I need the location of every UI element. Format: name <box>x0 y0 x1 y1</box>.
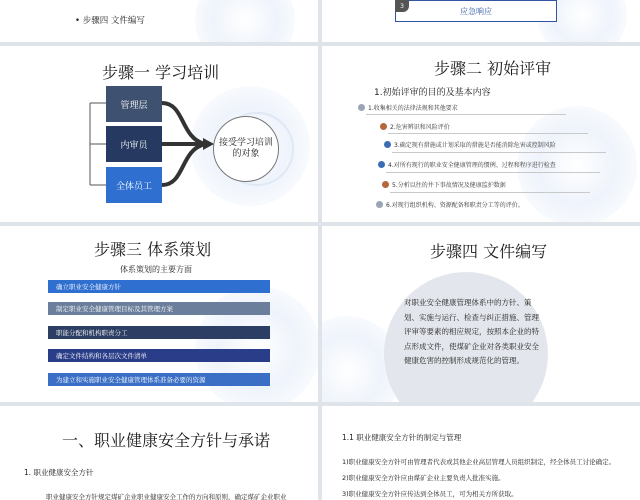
step4-title: 步骤四 文件编写 <box>430 242 548 261</box>
review-item-2: 2.危害辨识和风险评价 <box>380 122 450 131</box>
divider <box>390 192 590 193</box>
step1-title: 步骤一 学习培训 <box>102 63 220 82</box>
bullet-dot-icon <box>376 201 383 208</box>
divider <box>392 152 606 153</box>
slide-step2 <box>322 46 640 222</box>
bullet-dot-icon <box>380 123 387 130</box>
plan-bar-2: 制定职业安全健康管理目标及其管理方案 <box>48 302 270 315</box>
role-box-auditor: 内审员 <box>106 126 162 162</box>
plan-bar-3: 职能分配和机构职责分工 <box>48 326 270 339</box>
response-box <box>395 0 557 22</box>
step2-subtitle: 1.初始评审的目的及基本内容 <box>374 88 491 98</box>
slide-step3 <box>0 226 318 402</box>
divider <box>388 133 588 134</box>
section11-line-3: 3)职业健康安全方针应传达到全体员工，可为相关方所获取。 <box>342 490 518 498</box>
step3-subtitle: 体系策划的主要方面 <box>120 265 192 274</box>
slide-section1 <box>0 406 318 500</box>
role-box-management: 管理层 <box>106 86 162 122</box>
review-item-3: 3.确定现有措施或计划采取的措施是否能消除危害或控制风险 <box>384 140 556 149</box>
section11-line-1: 1)职业健康安全方针可由管理者代表或其他企业高层管理人员组织制定，经全体员工讨论确定。 <box>342 458 616 466</box>
bullet-dot-icon <box>358 104 365 111</box>
plan-bar-5: 为建立和实施职业安全健康管理体系准备必要的资源 <box>48 373 270 386</box>
bullet-dot-icon <box>378 161 385 168</box>
slide-top-left <box>0 0 318 42</box>
bullet-step4: • 步骤四 文件编写 <box>75 16 145 26</box>
step4-body: 对职业安全健康管理体系中的方针、策划、实施与运行、检查与纠正措施、管理评审等要素的相应规定，按照本企业的特点形成文件，使煤矿企业对各类职业安全健康危害的控制形成规范化的管理。 <box>404 298 539 365</box>
training-target-circle: 接受学习培训的对象 <box>213 116 279 182</box>
slide-step1 <box>0 46 318 222</box>
role-box-all-staff: 全体员工 <box>106 167 162 203</box>
response-label: 应急响应 <box>460 7 492 16</box>
plan-bar-4: 确定文件结构和各层次文件清单 <box>48 349 270 362</box>
slide-section11 <box>322 406 640 500</box>
slide-step4 <box>322 226 640 402</box>
slide-top-right <box>322 0 640 42</box>
divider <box>366 114 566 115</box>
decor-circle <box>195 0 295 42</box>
section11-title: 1.1 职业健康安全方针的制定与管理 <box>342 433 462 442</box>
step2-title: 步骤二 初始评审 <box>434 59 552 78</box>
divider <box>386 172 600 173</box>
number-badge: 3 <box>395 0 409 12</box>
bullet-dot-icon <box>384 141 391 148</box>
section1-title: 一、职业健康安全方针与承诺 <box>62 431 271 450</box>
section1-para: 职业健康安全方针规定煤矿企业职业健康安全工作的方向和原则，确定煤矿企业职业 <box>46 493 287 500</box>
section1-sub: 1. 职业健康安全方针 <box>24 468 94 477</box>
review-item-6: 6.对现行组织机构、资源配备和职责分工等的评价。 <box>376 200 524 209</box>
step3-title: 步骤三 体系策划 <box>94 240 212 259</box>
bullet-dot-icon <box>382 181 389 188</box>
review-item-4: 4.对所有现行的职业安全健康管理的惯例、过程和程序进行检查 <box>378 160 556 169</box>
plan-bar-1: 确立职业安全健康方针 <box>48 280 270 293</box>
review-item-5: 5.分析以往的井下事故情况及健康监护数据 <box>382 180 506 189</box>
review-item-1: 1.收集相关的法律法规和其他要求 <box>358 103 458 112</box>
section11-line-2: 2)职业健康安全方针应由煤矿企业主要负责人批准实施。 <box>342 474 505 482</box>
